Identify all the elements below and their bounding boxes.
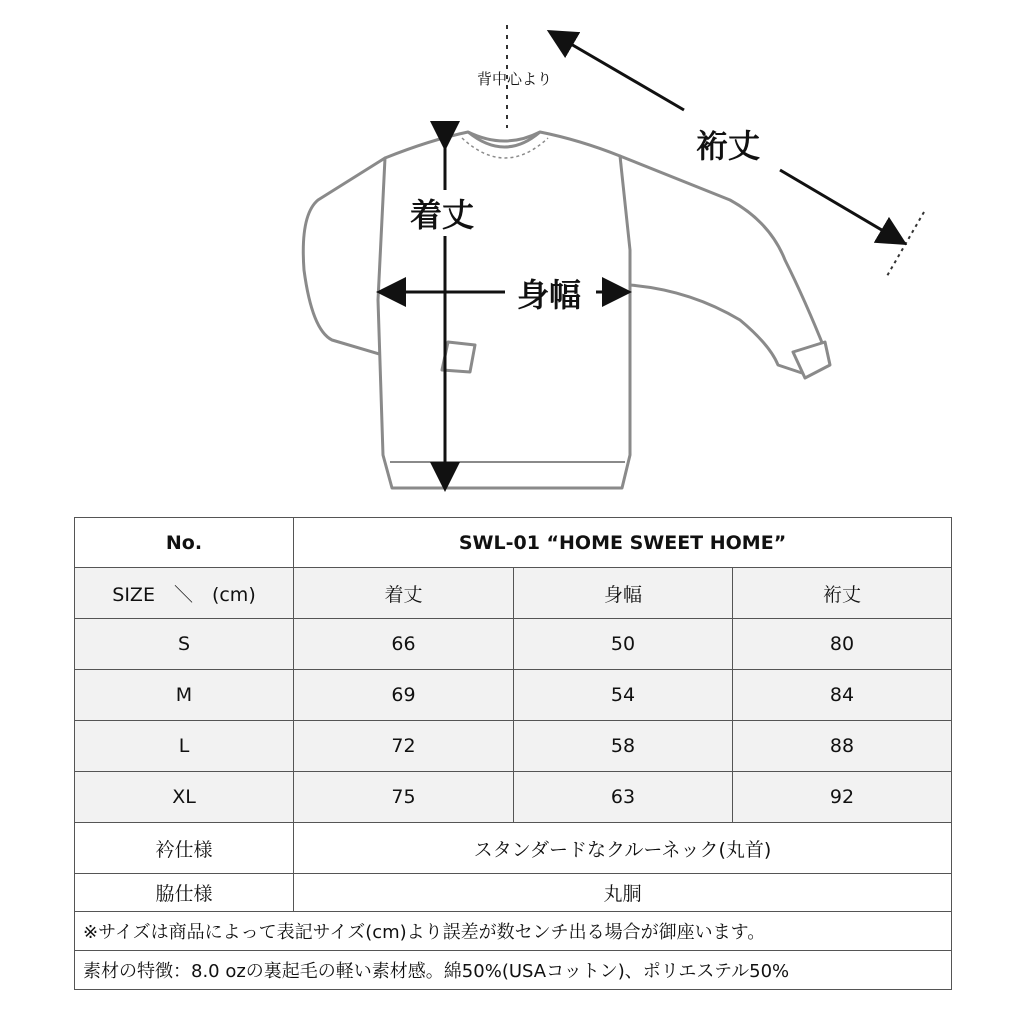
sleeve-arrow-lower: [780, 170, 902, 242]
value-cell: 84: [733, 670, 952, 721]
value-cell: 80: [733, 619, 952, 670]
table-row: [75, 670, 952, 721]
collar-label: 衿仕様: [75, 823, 294, 874]
column-header-width: 身幅: [514, 568, 733, 619]
sleeve-arrow-upper: [552, 33, 684, 110]
size-disclaimer: ※サイズは商品によって表記サイズ(cm)より誤差が数センチ出る場合が御座います。: [75, 912, 952, 951]
product-name: SWL-01 “HOME SWEET HOME”: [294, 518, 952, 568]
sleeve-end-line: [887, 212, 924, 276]
column-header-sleeve: 裄丈: [733, 568, 952, 619]
collar-row: [75, 823, 952, 874]
value-cell: 63: [514, 772, 733, 823]
table-row: [75, 772, 952, 823]
value-cell: 72: [294, 721, 514, 772]
size-cell: S: [75, 619, 294, 670]
value-cell: 75: [294, 772, 514, 823]
no-label: No.: [75, 518, 294, 568]
side-row: [75, 874, 952, 912]
size-cell: L: [75, 721, 294, 772]
value-cell: 66: [294, 619, 514, 670]
length-label: 着丈: [410, 190, 474, 236]
column-header-length: 着丈: [294, 568, 514, 619]
right-sleeve-shape: [620, 156, 825, 375]
value-cell: 69: [294, 670, 514, 721]
measurement-diagram: [0, 0, 1033, 510]
value-cell: 54: [514, 670, 733, 721]
width-label: 身幅: [517, 276, 582, 314]
value-cell: 92: [733, 772, 952, 823]
side-label: 脇仕様: [75, 874, 294, 912]
collar-value: スタンダードなクルーネック(丸首): [294, 823, 952, 874]
value-cell: 58: [514, 721, 733, 772]
size-header: SIZE ＼ (cm): [75, 568, 294, 619]
body-shape: [378, 132, 630, 488]
sleeve-label: 裄丈: [696, 127, 761, 165]
value-cell: 50: [514, 619, 733, 670]
table-header-row: [75, 568, 952, 619]
size-cell: XL: [75, 772, 294, 823]
side-value: 丸胴: [294, 874, 952, 912]
size-table: [74, 517, 952, 990]
material-note: 素材の特徴：8.0 ozの裏起毛の軽い素材感。綿50%(USAコットン)、ポリエステル50%: [75, 951, 952, 990]
size-cell: M: [75, 670, 294, 721]
note-row: [75, 912, 952, 951]
value-cell: 88: [733, 721, 952, 772]
table-row: [75, 721, 952, 772]
table-row: [75, 619, 952, 670]
back-center-label: 背中心より: [477, 70, 553, 88]
note-row: [75, 951, 952, 990]
